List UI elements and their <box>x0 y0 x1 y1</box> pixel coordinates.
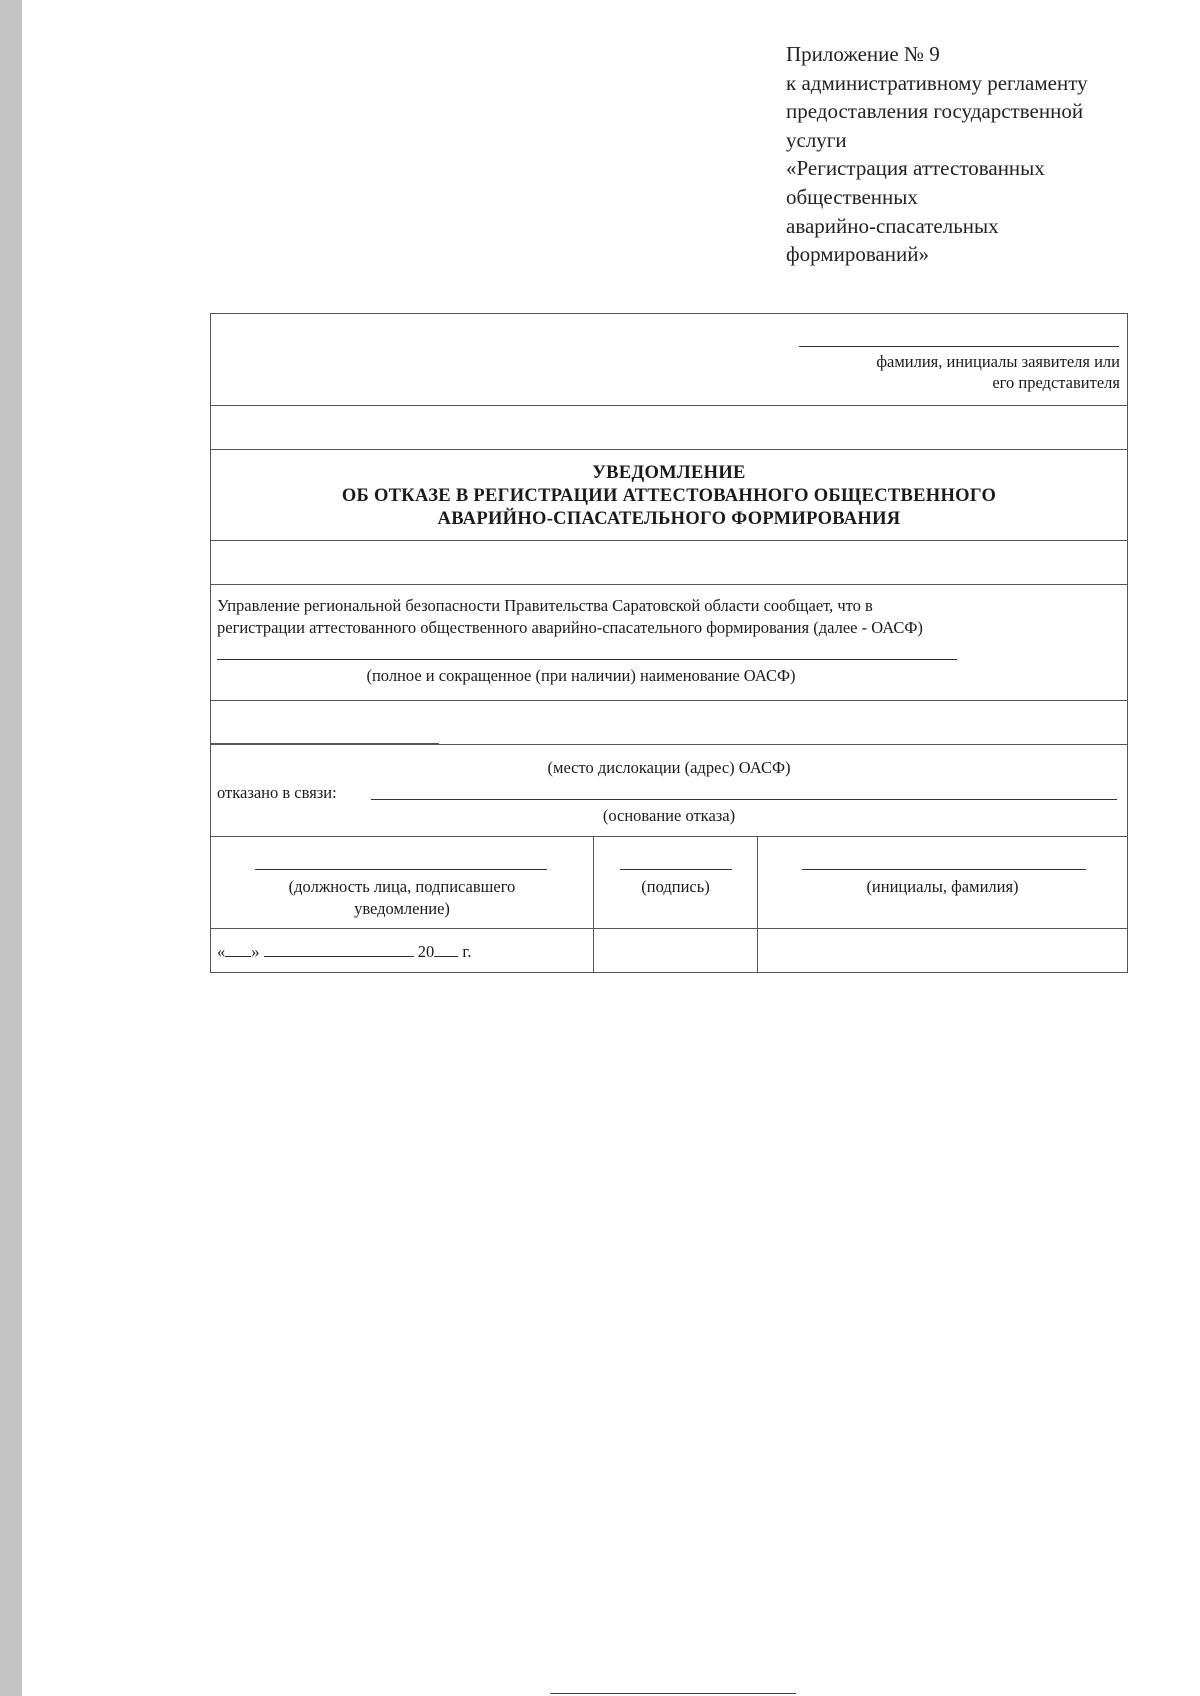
page-bottom-line <box>550 1693 796 1694</box>
oasf-name-line <box>217 659 957 660</box>
initials-cell <box>757 837 1127 929</box>
notice-title-line-2: ОБ ОТКАЗЕ В РЕГИСТРАЦИИ АТТЕСТОВАННОГО ОБЩЕСТВЕННОГО <box>341 486 997 506</box>
position-caption-line-2: уведомление) <box>354 899 450 918</box>
appendix-line-7: аварийно-спасательных <box>786 213 999 238</box>
message-line-1: Управление региональной безопасности Правительства Саратовской области сообщает, что в <box>217 596 873 615</box>
appendix-line-6: общественных <box>786 184 918 209</box>
notice-title-line-3: АВАРИЙНО-СПАСАТЕЛЬНОГО ФОРМИРОВАНИЯ <box>437 509 901 529</box>
appendix-header <box>786 40 1146 269</box>
date-empty-cell-2 <box>757 929 1127 973</box>
date-empty-cell-1 <box>593 929 757 973</box>
oasf-name-caption: (полное и сокращенное (при наличии) наименование ОАСФ) <box>366 666 796 685</box>
date-year-suffix: г. <box>462 942 472 961</box>
left-scan-edge <box>0 0 22 1696</box>
appendix-line-1: Приложение № 9 <box>786 42 940 66</box>
position-line <box>255 869 547 870</box>
date-year-prefix: 20 <box>417 942 435 961</box>
notice-title-line-1: УВЕДОМЛЕНИЕ <box>592 463 746 483</box>
position-caption-line-1: (должность лица, подписавшего <box>288 877 516 896</box>
applicant-caption <box>876 351 1120 393</box>
applicant-name-line <box>799 346 1119 347</box>
date-cell <box>211 929 593 973</box>
appendix-line-8: формирований» <box>786 242 929 267</box>
signature-caption: (подпись) <box>641 877 710 896</box>
position-caption <box>211 876 593 920</box>
date-row <box>211 928 1127 972</box>
appendix-line-3: предоставления государственной <box>786 99 1084 124</box>
refusal-notice-form <box>210 313 1128 973</box>
signature-line <box>620 869 732 870</box>
appendix-line-2: к административному регламенту <box>786 70 1088 95</box>
blank-row-1 <box>211 405 1127 449</box>
date-open-quote: « <box>217 942 226 961</box>
address-caption: (место дислокации (адрес) ОАСФ) <box>547 758 791 777</box>
date-month-blank <box>264 943 414 957</box>
appendix-line-4: услуги <box>786 127 847 152</box>
date-day-blank <box>225 943 251 957</box>
blank-row-3 <box>211 700 1127 744</box>
applicant-caption-line-2: его представителя <box>992 373 1120 392</box>
date-year-blank <box>434 943 458 957</box>
blank-row-2 <box>211 540 1127 584</box>
refusal-caption: (основание отказа) <box>602 806 736 825</box>
initials-line <box>802 869 1086 870</box>
initials-caption: (инициалы, фамилия) <box>866 877 1019 896</box>
refusal-label: отказано в связи: <box>217 783 337 802</box>
signature-row <box>211 836 1127 928</box>
message-line-2: регистрации аттестованного общественного аварийно-спасательного формирования (далее - ОАСФ) <box>217 618 923 637</box>
position-cell <box>211 837 593 929</box>
date-field <box>217 942 471 962</box>
signature-cell <box>593 837 757 929</box>
applicant-caption-line-1: фамилия, инициалы заявителя или <box>876 352 1120 371</box>
address-line <box>211 743 439 744</box>
appendix-line-5: «Регистрация аттестованных <box>786 156 1045 181</box>
applicant-row <box>211 314 1127 405</box>
message-row <box>211 584 1127 700</box>
date-close-quote: » <box>251 942 260 961</box>
refusal-reason-line <box>371 799 1117 800</box>
notice-title <box>211 449 1127 540</box>
address-row <box>211 744 1127 836</box>
